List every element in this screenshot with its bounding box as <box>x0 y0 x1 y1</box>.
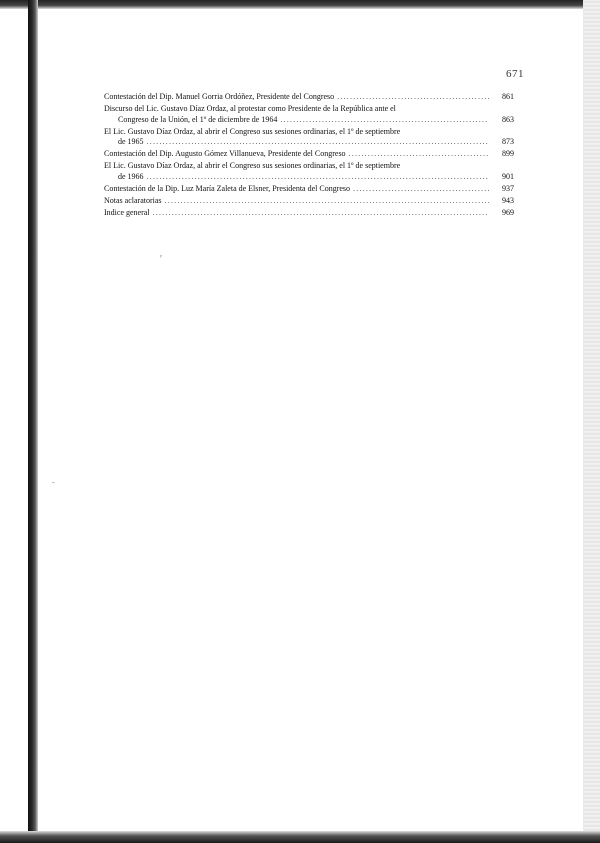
toc-entry <box>104 104 514 125</box>
toc-entry-page: 943 <box>502 195 514 205</box>
toc-entry-page: 969 <box>502 207 514 217</box>
toc-entry-line <box>104 196 492 207</box>
toc-entry-line <box>104 184 492 195</box>
toc-entry-line <box>104 208 492 219</box>
toc-entry-line <box>104 137 492 148</box>
page-number: 671 <box>506 68 524 80</box>
toc-entry-page: 899 <box>502 149 514 158</box>
toc-entry-title: Contestación del Dip. Augusto Gómez Villanueva, Presidente del Congreso <box>104 149 346 158</box>
toc-entry-line <box>104 104 492 115</box>
dot-leader <box>165 196 489 207</box>
toc-entry-title: de 1965 <box>118 137 144 146</box>
toc-entry-title: Contestación del Dip. Manuel Gorria Ordóñez, Presidente del Congreso <box>104 92 335 101</box>
dot-leader <box>147 172 489 183</box>
dot-leader <box>337 92 489 103</box>
toc-entry-line <box>104 149 492 160</box>
toc-entry-line <box>104 127 492 138</box>
toc-entry-line <box>104 161 492 172</box>
toc-entry <box>104 161 514 182</box>
toc-entry-page: 861 <box>502 92 514 101</box>
toc-entry-title: Contestación de la Dip. Luz María Zaleta de Elsner, Presidenta del Congreso <box>104 183 351 193</box>
toc-entry <box>104 92 514 103</box>
toc-entry-title: El Lic. Gustavo Díaz Ordaz, al abrir el Congreso sus sesiones ordinarias, el 1º de septiembre <box>104 126 401 136</box>
toc-entry-page: 873 <box>502 137 514 146</box>
scan-bottom-edge <box>0 831 600 843</box>
toc-entry-title: Indice general <box>104 207 150 217</box>
scan-speck: ′ <box>160 254 163 265</box>
toc-entry-line <box>104 172 492 183</box>
toc-entry-page: 937 <box>502 183 514 193</box>
scan-top-edge <box>0 0 600 9</box>
toc-entry <box>104 208 514 219</box>
dot-leader <box>353 184 489 195</box>
toc-entry-title: de 1966 <box>118 171 144 181</box>
toc-entry <box>104 149 514 160</box>
toc-entry <box>104 196 514 207</box>
dot-leader <box>349 149 489 160</box>
scan-right-edge <box>583 0 600 843</box>
dot-leader <box>153 208 489 219</box>
toc-entry-page: 901 <box>502 171 514 181</box>
toc-entry <box>104 127 514 148</box>
toc-entry-title: Congreso de la Unión, el 1º de diciembre de 1964 <box>118 114 278 124</box>
toc-entry-line <box>104 92 492 103</box>
table-of-contents <box>104 92 514 220</box>
dot-leader <box>280 115 489 126</box>
toc-entry-line <box>104 115 492 126</box>
scan-speck: - <box>52 478 55 487</box>
toc-entry-title: El Lic. Gustavo Díaz Ordaz, al abrir el Congreso sus sesiones ordinarias, el 1º de septiembre <box>104 161 401 170</box>
toc-entry <box>104 184 514 195</box>
toc-entry-page: 863 <box>502 114 514 124</box>
dot-leader <box>147 137 489 148</box>
toc-entry-title: Discurso del Lic. Gustavo Díaz Ordaz, al protestar como Presidente de la República ante el <box>104 104 396 113</box>
book-spine-shadow <box>28 0 38 843</box>
toc-entry-title: Notas aclaratorias <box>104 195 162 205</box>
